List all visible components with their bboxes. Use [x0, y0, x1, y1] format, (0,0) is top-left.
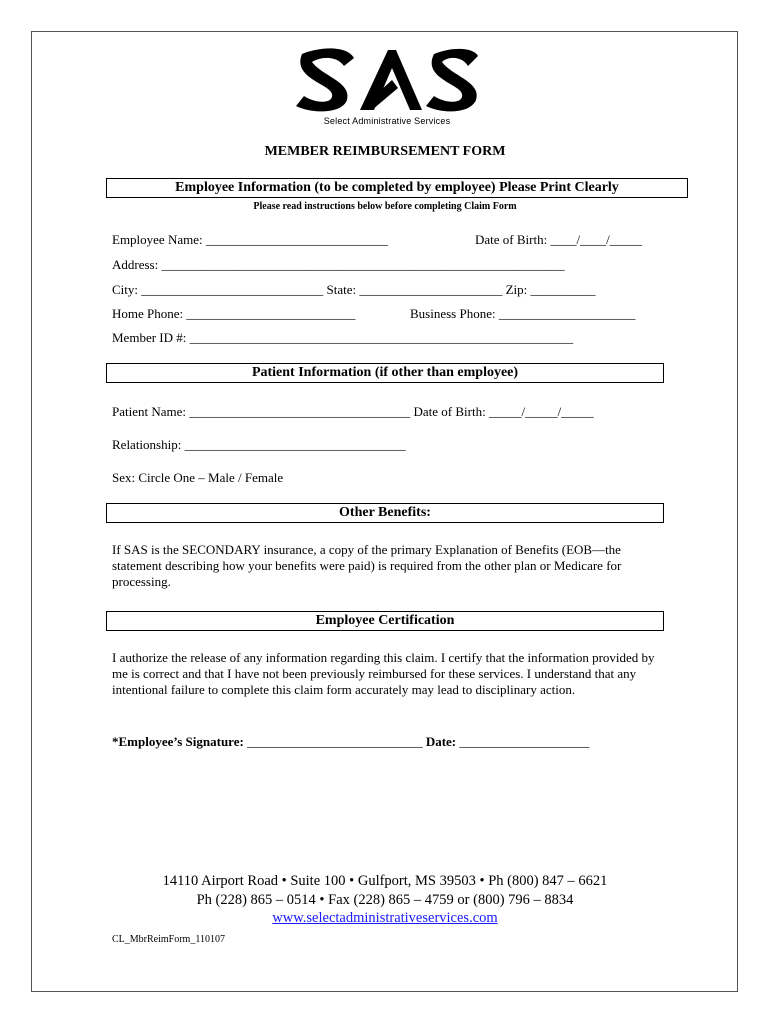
- home-phone-field[interactable]: Home Phone: __________________________: [112, 306, 356, 321]
- signature-line[interactable]: ___________________________: [243, 734, 426, 749]
- employee-name-field[interactable]: Employee Name: ____________________________: [112, 232, 388, 247]
- footer-address: 14110 Airport Road • Suite 100 • Gulfport, MS 39503 • Ph (800) 847 – 6621: [162, 873, 608, 889]
- signature-date-label: Date:: [425, 734, 457, 749]
- signature-label: *Employee’s Signature:: [112, 734, 244, 749]
- patient-name-field[interactable]: Patient Name: __________________________________ Date of Birth: _____/_____/_____: [112, 404, 594, 419]
- sas-logo: [292, 44, 482, 126]
- footer-website-row: [0, 910, 770, 927]
- employee-section-subheader: Please read instructions below before completing Claim Form: [253, 201, 517, 212]
- website-link[interactable]: www.selectadministrativeservices.com: [272, 910, 498, 926]
- other-benefits-header: Other Benefits:: [106, 503, 664, 523]
- logo-tagline: Select Administrative Services: [323, 116, 451, 126]
- employee-section-header: Employee Information (to be completed by employee) Please Print Clearly: [106, 178, 688, 198]
- patient-section-header: Patient Information (if other than employee): [106, 363, 664, 383]
- signature-row[interactable]: [112, 734, 589, 750]
- sex-field[interactable]: Sex: Circle One – Male / Female: [112, 470, 284, 485]
- form-code: CL_MbrReimForm_110107: [112, 934, 225, 945]
- address-field[interactable]: Address: ______________________________________________________________: [112, 257, 565, 272]
- form-title: MEMBER REIMBURSEMENT FORM: [264, 144, 506, 159]
- sas-logo-mark: [292, 44, 482, 116]
- certification-text: I authorize the release of any information regarding this claim. I certify that the information provided by me is correct and that I have not been previously reimbursed for these services. I understand that any intentional failure to complete this claim form accurately may lead to disciplinary action.: [112, 650, 655, 697]
- employee-dob-field[interactable]: Date of Birth: ____/____/_____: [475, 232, 643, 247]
- city-state-zip-field[interactable]: City: ____________________________ State: ______________________ Zip: __________: [112, 282, 596, 297]
- other-benefits-text: If SAS is the SECONDARY insurance, a copy of the primary Explanation of Benefits (EOB—the statement describing how your benefits were paid) is required from the other plan or Medicare for processing.: [112, 542, 622, 589]
- footer-phones: Ph (228) 865 – 0514 • Fax (228) 865 – 4759 or (800) 796 – 8834: [196, 892, 574, 908]
- member-id-field[interactable]: Member ID #: ___________________________________________________________: [112, 330, 574, 345]
- relationship-field[interactable]: Relationship: __________________________________: [112, 437, 406, 452]
- business-phone-field[interactable]: Business Phone: _____________________: [410, 306, 636, 321]
- certification-header: Employee Certification: [106, 611, 664, 631]
- signature-date-line[interactable]: ____________________: [456, 734, 590, 749]
